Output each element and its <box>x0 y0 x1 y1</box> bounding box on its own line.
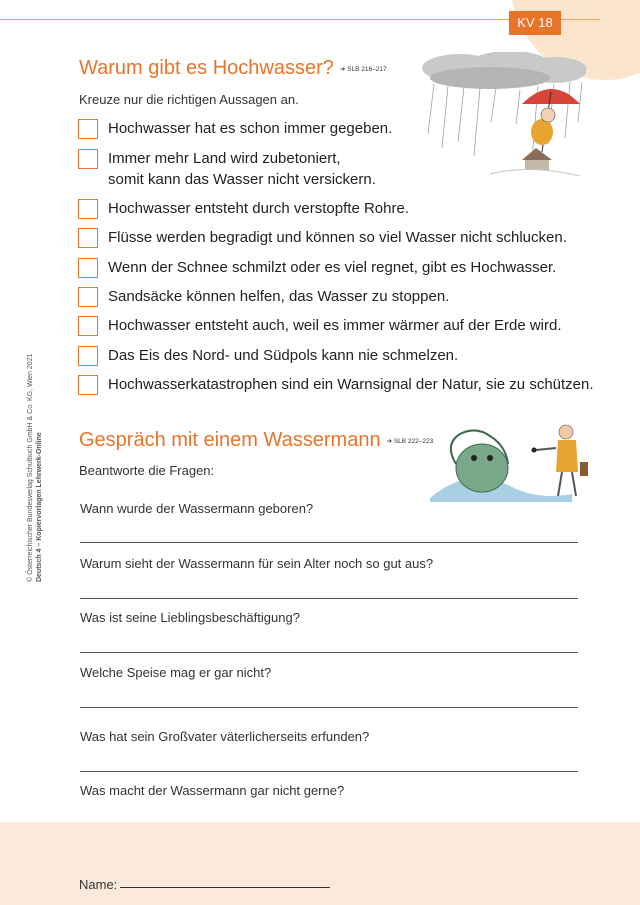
water-surface <box>490 169 580 176</box>
reporter-figure <box>532 425 589 496</box>
checklist-item <box>78 227 567 248</box>
checkbox[interactable] <box>78 346 98 366</box>
checkbox[interactable] <box>78 199 98 219</box>
section1-title-text: Warum gibt es Hochwasser? <box>79 57 334 79</box>
answer-line[interactable] <box>80 707 578 708</box>
statement-text: Hochwasser hat es schon immer gegeben. <box>108 120 393 137</box>
answer-line[interactable] <box>80 598 578 599</box>
answer-line[interactable] <box>80 652 578 653</box>
child-figure <box>531 108 555 145</box>
checkbox[interactable] <box>78 316 98 336</box>
checkbox[interactable] <box>78 287 98 307</box>
statement-text: Hochwasserkatastrophen sind ein Warnsignal der Natur, sie zu schützen. <box>108 376 594 393</box>
section1-title <box>79 57 387 80</box>
section2-title <box>79 429 433 452</box>
name-label: Name: <box>79 877 118 892</box>
question: Welche Speise mag er gar nicht? <box>80 665 272 680</box>
interview-illustration <box>430 420 588 502</box>
section1-instruction: Kreuze nur die richtigen Aussagen an. <box>79 92 299 107</box>
statement-text: Hochwasser entsteht auch, weil es immer wärmer auf der Erde wird. <box>108 317 562 334</box>
checklist-item <box>78 315 562 336</box>
checkbox[interactable] <box>78 375 98 395</box>
copyright-line: © Österreichischer Bundesverlag Schulbuch GmbH & Co. KG, Wien 2021 <box>27 353 34 582</box>
checklist-item <box>78 148 376 190</box>
statement-text: Sandsäcke können helfen, das Wasser zu stoppen. <box>108 288 450 305</box>
section2-page-reference: ➔ SLB 222–223 <box>386 437 434 445</box>
checkbox[interactable] <box>78 258 98 278</box>
question: Was macht der Wassermann gar nicht gerne? <box>80 783 345 798</box>
section2-instruction: Beantworte die Fragen: <box>79 463 215 478</box>
worksheet-badge: KV 18 <box>509 11 561 35</box>
copyright-credit <box>26 62 44 582</box>
statement-text: Das Eis des Nord- und Südpols kann nie schmelzen. <box>108 347 459 364</box>
name-field-line[interactable] <box>120 887 330 888</box>
statement-text: Wenn der Schnee schmilzt oder es viel regnet, gibt es Hochwasser. <box>108 259 557 276</box>
checkbox[interactable] <box>78 149 98 169</box>
series-line: Deutsch 4 – Kopiervorlagen Lehrwerk-Online <box>36 432 43 582</box>
section1-page-reference: ➔ SLB 216–217 <box>339 65 387 73</box>
question: Warum sieht der Wassermann für sein Alter noch so gut aus? <box>80 556 434 571</box>
checklist-item <box>78 286 449 307</box>
answer-line[interactable] <box>80 542 578 543</box>
storm-cloud <box>422 52 586 89</box>
answer-line[interactable] <box>80 771 578 772</box>
question: Was hat sein Großvater väterlicherseits erfunden? <box>80 729 370 744</box>
flooded-house <box>522 148 552 170</box>
checklist-item <box>78 257 556 278</box>
checkbox[interactable] <box>78 228 98 248</box>
checkbox[interactable] <box>78 119 98 139</box>
rain-umbrella-illustration <box>420 52 586 192</box>
question: Wann wurde der Wassermann geboren? <box>80 501 314 516</box>
statement-text: Hochwasser entsteht durch verstopfte Rohre. <box>108 200 409 217</box>
checklist-item <box>78 118 392 139</box>
footer-band <box>0 822 640 905</box>
question: Was ist seine Lieblingsbeschäftigung? <box>80 610 300 625</box>
section2-title-text: Gespräch mit einem Wassermann <box>79 429 381 451</box>
statement-text: Immer mehr Land wird zubetoniert, somit kann das Wasser nicht versickern. <box>108 150 376 188</box>
statement-text: Flüsse werden begradigt und können so viel Wasser nicht schlucken. <box>108 229 567 246</box>
checklist-item <box>78 374 594 395</box>
checklist-item <box>78 198 409 219</box>
checklist-item <box>78 345 458 366</box>
